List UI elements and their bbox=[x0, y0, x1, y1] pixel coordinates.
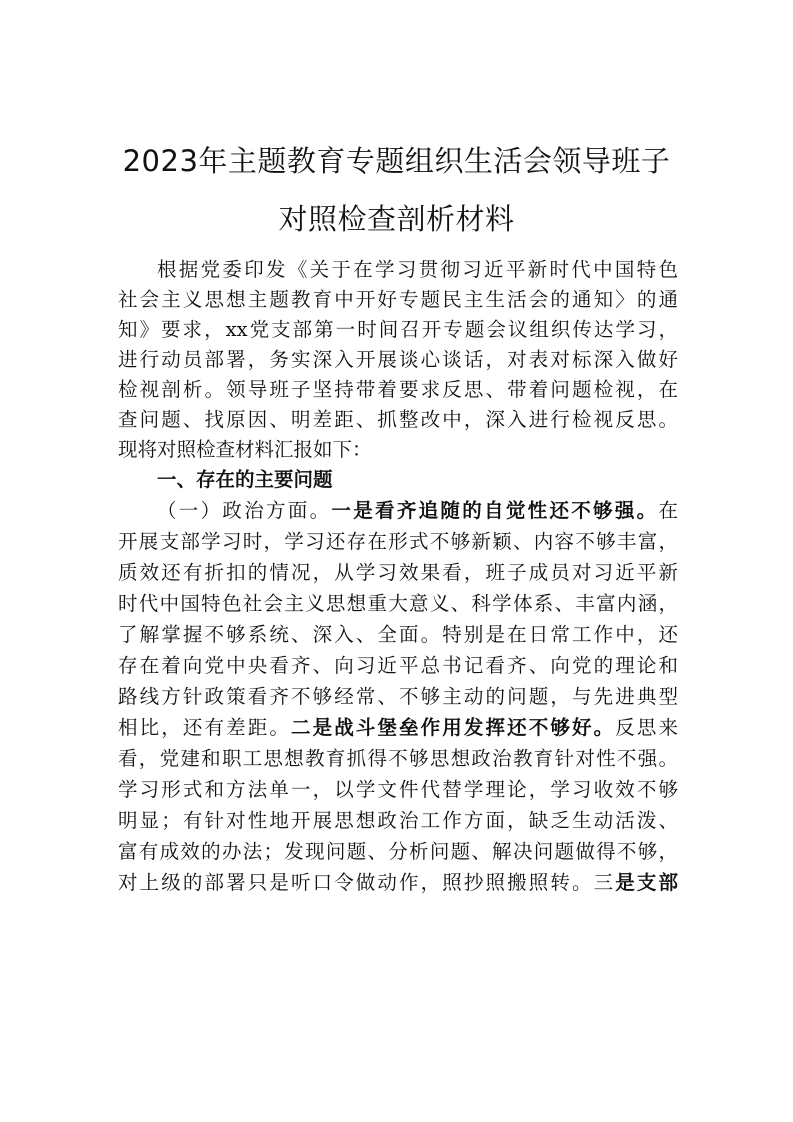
para-line: 质效还有折扣的情况，从学习效果看，班子成员对习近平新 bbox=[118, 561, 678, 584]
para-line: 明显；有针对性地开展思想政治工作方面，缺乏生动活泼、 bbox=[118, 809, 678, 832]
para-line: 路线方针政策看齐不够经常、不够主动的问题，与先进典型 bbox=[118, 685, 678, 708]
document-title-line-1: 2023年主题教育专题组织生活会领导班子 bbox=[122, 144, 671, 178]
para-line-prefix: 对上级的部署只是听口令做动作，照抄照搬照转。三 bbox=[118, 871, 616, 894]
intro-line: 知》要求，xx党支部第一时间召开专题会议组织传达学习， bbox=[118, 318, 678, 341]
para-line: 开展支部学习时，学习还存在形式不够新颖、内容不够丰富， bbox=[118, 530, 678, 553]
para-line: 存在着向党中央看齐、向习近平总书记看齐、向党的理论和 bbox=[118, 654, 678, 677]
para-line-suffix: 反思来 bbox=[615, 716, 678, 739]
para-line-emphasis: 二是战斗堡垒作用发挥还不够好。 bbox=[290, 716, 616, 739]
intro-line: 根据党委印发《关于在学习贯彻习近平新时代中国特色 bbox=[157, 258, 678, 281]
para-line: 了解掌握不够系统、深入、全面。特别是在日常工作中，还 bbox=[118, 623, 678, 646]
para-line-prefix: 相比，还有差距。 bbox=[118, 716, 291, 739]
para-line bbox=[118, 868, 678, 898]
para-line: 时代中国特色社会主义思想重大意义、科学体系、丰富内涵， bbox=[118, 592, 678, 615]
intro-line: 查问题、找原因、明差距、抓整改中，深入进行检视反思。 bbox=[118, 408, 678, 431]
intro-line: 检视剖析。领导班子坚持带着要求反思、带着问题检视，在 bbox=[118, 378, 678, 401]
section-heading: 一、存在的主要问题 bbox=[157, 468, 333, 491]
para-line-emphasis: 是支部 bbox=[615, 871, 678, 894]
para-line: 学习形式和方法单一，以学文件代替学理论，学习收效不够 bbox=[118, 778, 678, 801]
intro-line: 进行动员部署，务实深入开展谈心谈话，对表对标深入做好 bbox=[118, 348, 678, 371]
intro-line: 现将对照检查材料汇报如下： bbox=[118, 438, 372, 461]
intro-line: 社会主义思想主题教育中开好专题民主生活会的通知〉的通 bbox=[118, 288, 678, 311]
para-line-suffix: 在 bbox=[658, 499, 678, 522]
para-line: 看，党建和职工思想教育抓得不够思想政治教育针对性不强。 bbox=[118, 747, 678, 770]
para-line bbox=[118, 713, 678, 743]
para-line-prefix: （一）政治方面。 bbox=[157, 499, 332, 522]
para-line bbox=[157, 496, 678, 526]
document-title-line-2: 对照检查剖析材料 bbox=[278, 202, 515, 236]
para-line-emphasis: 一是看齐追随的自觉性还不够强。 bbox=[331, 499, 659, 522]
para-line: 富有成效的办法；发现问题、分析问题、解决问题做得不够， bbox=[118, 840, 678, 863]
